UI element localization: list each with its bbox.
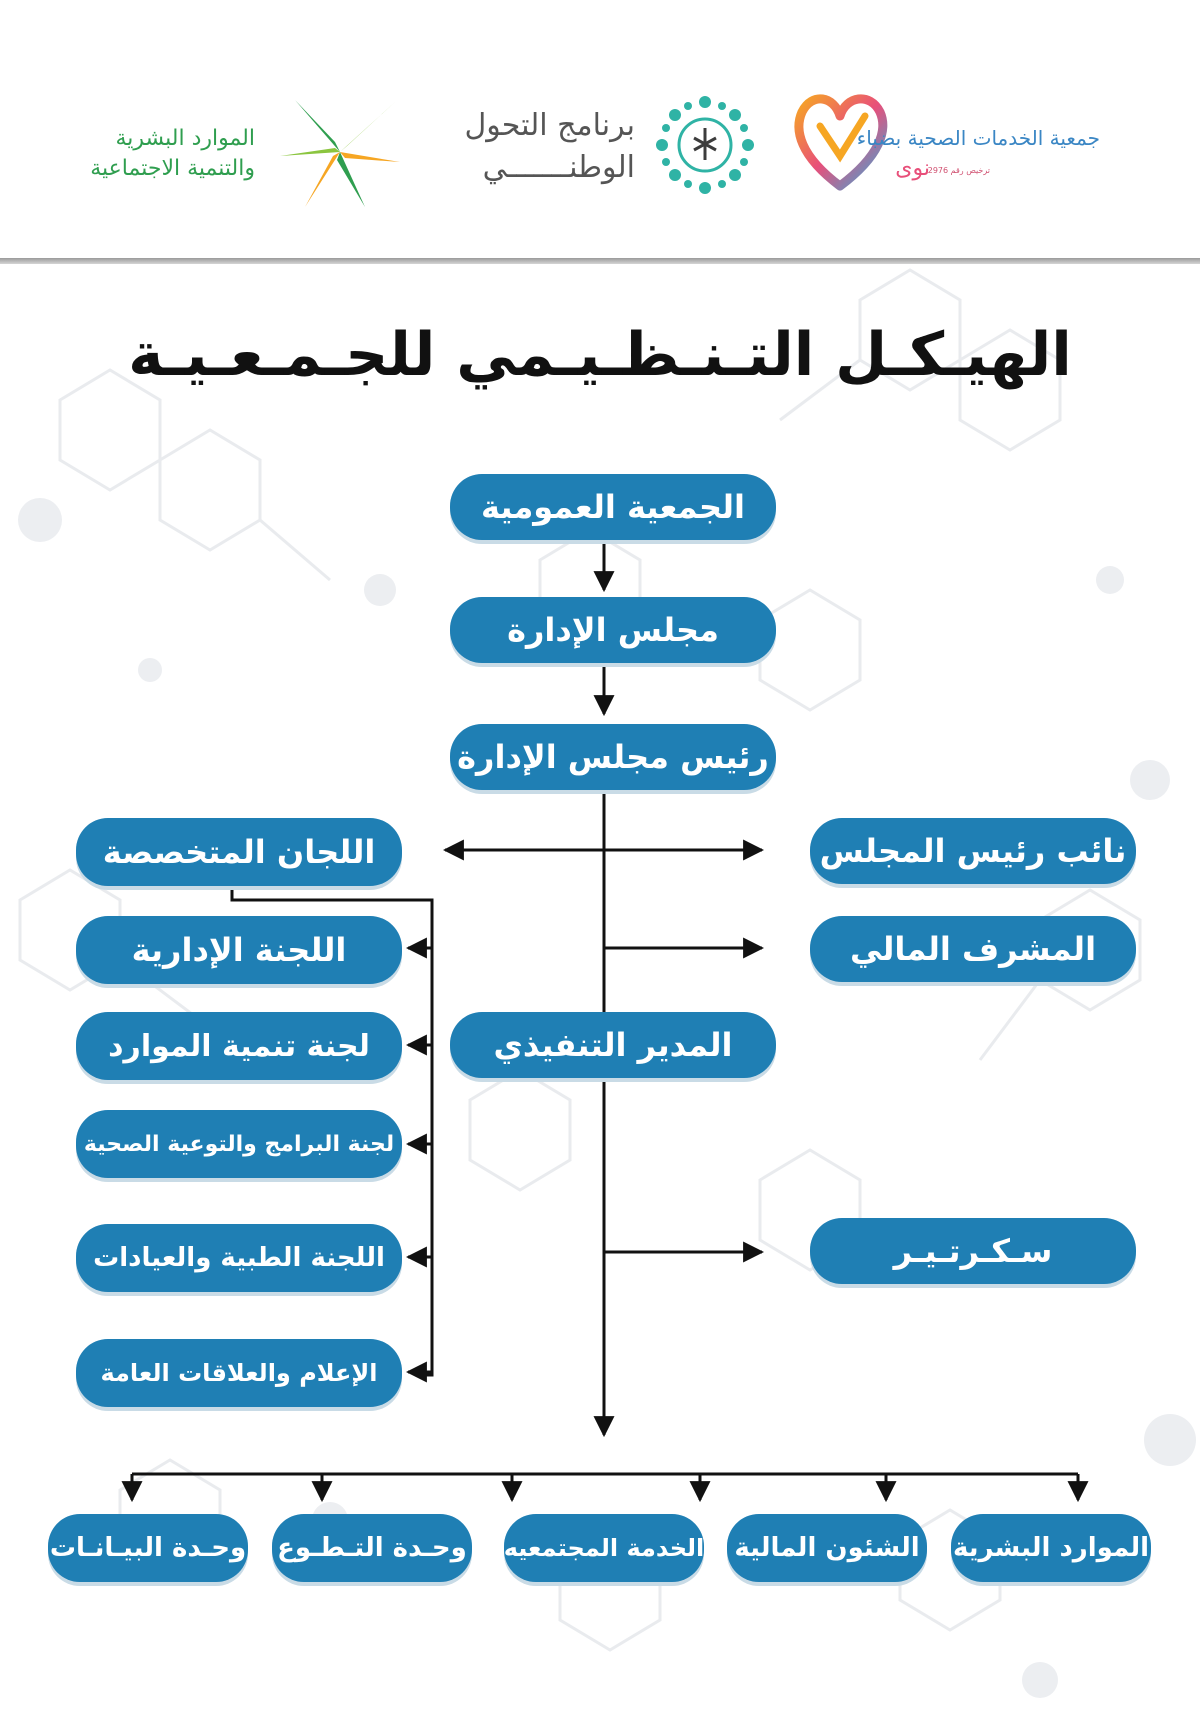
admin-committee-box: اللجنة الإدارية xyxy=(76,916,402,984)
general-assembly-box: الجمعية العمومية xyxy=(450,474,776,540)
executive-director-box: المدير التنفيذي xyxy=(450,1012,776,1078)
programs-committee-box: لجنة البرامج والتوعية الصحية xyxy=(76,1110,402,1178)
financial-supervisor-box: المشرف المالي xyxy=(810,916,1136,982)
ministry-line1: الموارد البشرية xyxy=(115,126,255,151)
board-box: مجلس الإدارة xyxy=(450,597,776,663)
hr-unit-box: الموارد البشرية xyxy=(951,1514,1151,1582)
board-chairman-box: رئيس مجلس الإدارة xyxy=(450,724,776,790)
vision-line2: الوطنـــــــي xyxy=(482,150,635,185)
specialized-committees-box: اللجان المتخصصة xyxy=(76,818,402,886)
page-title: الهيـكـل التـنـظـيـمي للجـمـعـيـة xyxy=(128,320,1072,390)
association-name: جمعية الخدمات الصحية بضباء xyxy=(856,126,1100,150)
resources-committee-box: لجنة تنمية الموارد xyxy=(76,1012,402,1080)
association-license: ترخيص رقم 2976 xyxy=(927,166,990,175)
association-brand: نوى xyxy=(895,156,930,181)
vision-line1: برنامج التحول xyxy=(464,108,635,143)
volunteer-unit-box: وحـدة التـطـوع xyxy=(272,1514,472,1582)
finance-unit-box: الشئون المالية xyxy=(727,1514,927,1582)
community-unit-box: الخدمة المجتمعيه xyxy=(504,1514,704,1582)
vice-chairman-box: نائب رئيس المجلس xyxy=(810,818,1136,884)
data-unit-box: وحـدة البيـانـات xyxy=(48,1514,248,1582)
medical-committee-box: اللجنة الطبية والعيادات xyxy=(76,1224,402,1292)
media-committee-box: الإعلام والعلاقات العامة xyxy=(76,1339,402,1407)
secretary-box: سـكـرتـيـر xyxy=(810,1218,1136,1284)
ministry-line2: والتنمية الاجتماعية xyxy=(90,156,255,181)
